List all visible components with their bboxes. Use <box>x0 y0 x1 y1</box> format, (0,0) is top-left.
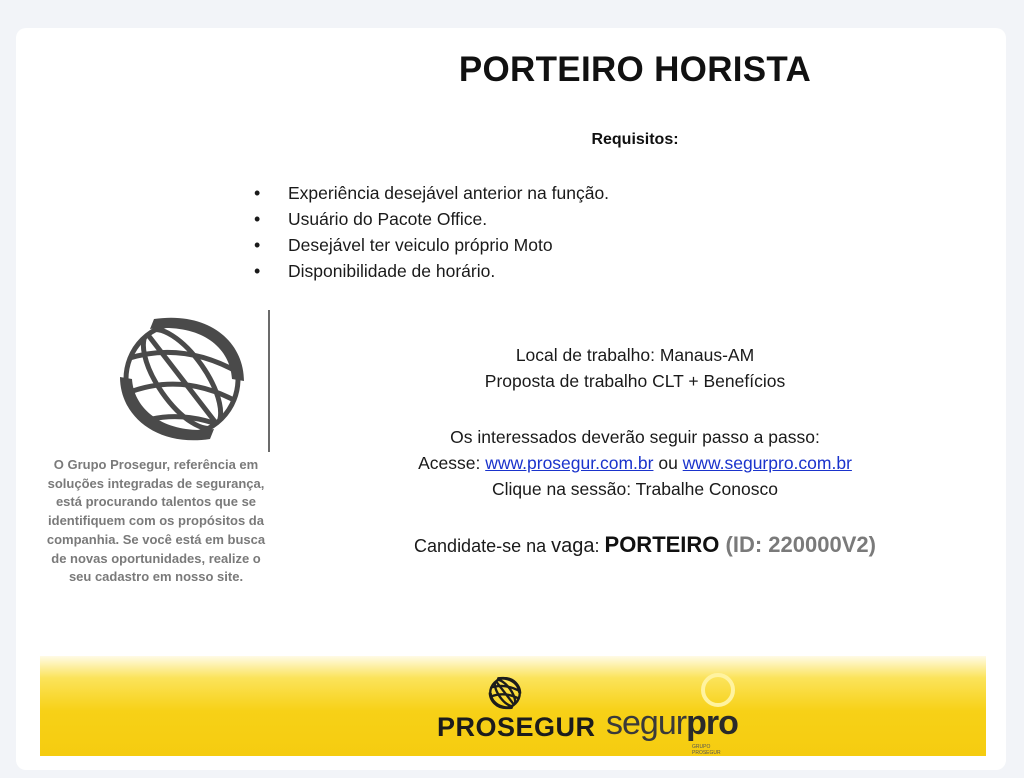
segurpro-subtext <box>692 744 721 756</box>
segurpro-subtext-line1: GRUPO <box>692 744 711 750</box>
segurpro-logo-bold: pro <box>686 704 738 742</box>
prosegur-link[interactable]: www.prosegur.com.br <box>485 453 654 473</box>
access-line <box>330 450 940 476</box>
segurpro-logo-text <box>606 704 738 743</box>
click-session-text: Clique na sessão: Trabalhe Conosco <box>491 479 778 499</box>
apply-prefix: Candidate-se na <box>414 536 552 556</box>
apply-job-id: (ID: 220000V2) <box>719 532 876 557</box>
prosegur-globe-icon <box>118 307 246 451</box>
requirements-list <box>250 180 609 284</box>
steps-intro: Os interessados deverão seguir passo a passo: <box>450 427 820 447</box>
apply-colon: : <box>594 536 605 556</box>
location-text: Local de trabalho: Manaus-AM <box>515 345 755 365</box>
apply-vaga-word: vaga <box>551 535 595 557</box>
prosegur-logo-text: PROSEGUR <box>437 712 596 742</box>
company-description: O Grupo Prosegur, referência em soluções integradas de segurança, está procurando talentos que se identifiquem com os propósitos da companhia. Se você está em busca de novas oportunidades, realize o seu cadastro em nosso site. <box>46 457 266 585</box>
access-prefix: Acesse: <box>418 453 486 473</box>
job-title: PORTEIRO HORISTA <box>458 50 812 89</box>
apply-line <box>330 532 960 558</box>
list-item: • Disponibilidade de horário. <box>250 258 609 284</box>
divider <box>268 310 270 452</box>
list-item: • Experiência desejável anterior na função. <box>250 180 609 206</box>
segurpro-subtext-line2: PROSEGUR <box>692 750 721 756</box>
segurpro-ring-icon <box>700 672 736 708</box>
proposal-text: Proposta de trabalho CLT + Benefícios <box>484 371 786 391</box>
requirements-heading: Requisitos: <box>591 131 679 148</box>
segurpro-logo-light: segur <box>606 704 687 742</box>
prosegur-globe-icon <box>488 674 522 712</box>
segurpro-link[interactable]: www.segurpro.com.br <box>682 453 852 473</box>
list-item: • Usuário do Pacote Office. <box>250 206 609 232</box>
list-item: • Desejável ter veiculo próprio Moto <box>250 232 609 258</box>
apply-role: PORTEIRO <box>604 532 720 557</box>
access-connector: ou <box>653 453 683 473</box>
